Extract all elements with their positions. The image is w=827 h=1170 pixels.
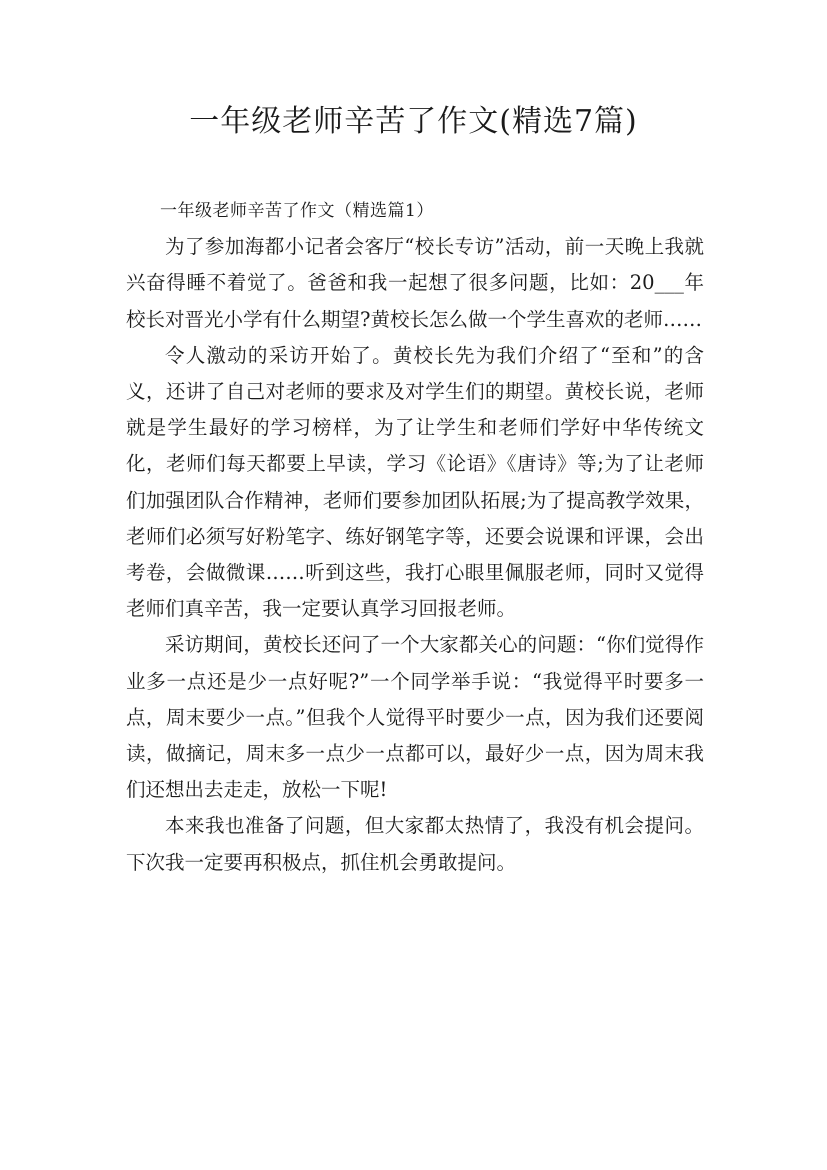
document-body xyxy=(126,193,704,881)
paragraph: 为了参加海都小记者会客厅“校长专访”活动，前一天晚上我就兴奋得睡不着觉了。爸爸和我一起想了很多问题，比如：20___年校长对晋光小学有什么期望?黄校长怎么做一个学生喜欢的老师…… xyxy=(126,235,704,331)
document-title: 一年级老师辛苦了作文(精选7篇) xyxy=(189,104,638,139)
paragraph: 采访期间，黄校长还问了一个大家都关心的问题：“你们觉得作业多一点还是少一点好呢?”一个同学举手说：“我觉得平时要多一点，周末要少一点。”但我个人觉得平时要少一点，因为我们还要阅读，做摘记，周末多一点少一点都可以，最好少一点，因为周末我们还想出去走走，放松一下呢! xyxy=(126,633,704,802)
section-heading: 一年级老师辛苦了作文（精选篇1） xyxy=(160,201,434,221)
paragraph: 令人激动的采访开始了。黄校长先为我们介绍了“至和”的含义，还讲了自己对老师的要求及对学生们的期望。黄校长说，老师就是学生最好的学习榜样，为了让学生和老师们学好中华传统文化，老师们每天都要上早读，学习《论语》《唐诗》等;为了让老师们加强团队合作精神，老师们要参加团队拓展;为了提高教学效果，老师们必须写好粉笔字、练好钢笔字等，还要会说课和评课，会出考卷，会做微课……听到这些，我打心眼里佩服老师，同时又觉得老师们真辛苦，我一定要认真学习回报老师。 xyxy=(126,343,704,621)
paragraph: 本来我也准备了问题，但大家都太热情了，我没有机会提问。下次我一定要再积极点，抓住机会勇敢提问。 xyxy=(126,814,704,874)
